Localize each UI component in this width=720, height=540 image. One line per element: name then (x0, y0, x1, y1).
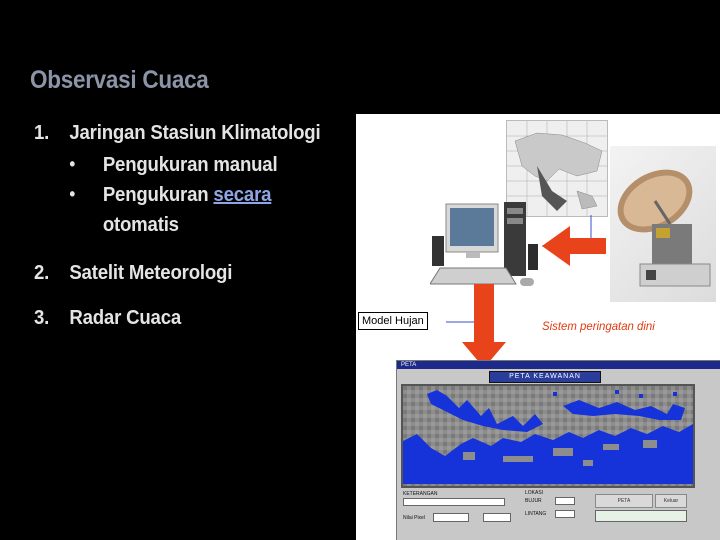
bullet-icon: • (69, 154, 76, 174)
secara-link[interactable]: secara (213, 184, 272, 206)
arrow-down-icon (462, 284, 506, 368)
keterangan-label: KETERANGAN (403, 491, 438, 497)
item-text: Satelit Meteorologi (69, 262, 233, 284)
item-text: Radar Cuaca (69, 307, 182, 329)
legend-bar (403, 498, 505, 506)
item-number: 3. (34, 307, 50, 329)
app-window (396, 360, 720, 540)
bujur-label: BUJUR (525, 498, 542, 504)
item-number: 2. (34, 262, 50, 284)
cloud-map[interactable] (401, 384, 695, 488)
window-title-bar (397, 361, 720, 369)
subitem-text-start: Pengukuran (102, 184, 214, 206)
lokasi-label: LOKASI (525, 490, 544, 496)
bullet-icon: • (69, 184, 76, 204)
slide-title: Observasi Cuaca (30, 66, 209, 94)
warning-system-label: Sistem peringatan dini (542, 319, 655, 333)
peta-button[interactable]: PETA (595, 494, 653, 508)
item-text: Jaringan Stasiun Klimatologi (69, 122, 321, 144)
lintang-label: LINTANG (525, 511, 547, 517)
subitem-text: Pengukuran manual (102, 154, 278, 176)
nilai-pixel-label: Nilai Pixel (403, 515, 425, 521)
item-number: 1. (34, 122, 50, 144)
pixel-value-field[interactable] (433, 513, 469, 522)
keluar-button[interactable]: Keluar (655, 494, 687, 508)
subitem-text: otomatis (102, 214, 179, 236)
diagram-panel (356, 114, 720, 540)
arrow-left-icon (542, 226, 606, 266)
model-hujan-label: Model Hujan (358, 312, 428, 330)
coordinate-field[interactable] (483, 513, 511, 522)
map-title: PETA KEAWANAN (489, 371, 601, 383)
info-box (595, 510, 687, 522)
window-title: PETA (401, 362, 417, 368)
lintang-field[interactable] (555, 510, 575, 518)
bujur-field[interactable] (555, 497, 575, 505)
subitem-text (103, 184, 271, 207)
